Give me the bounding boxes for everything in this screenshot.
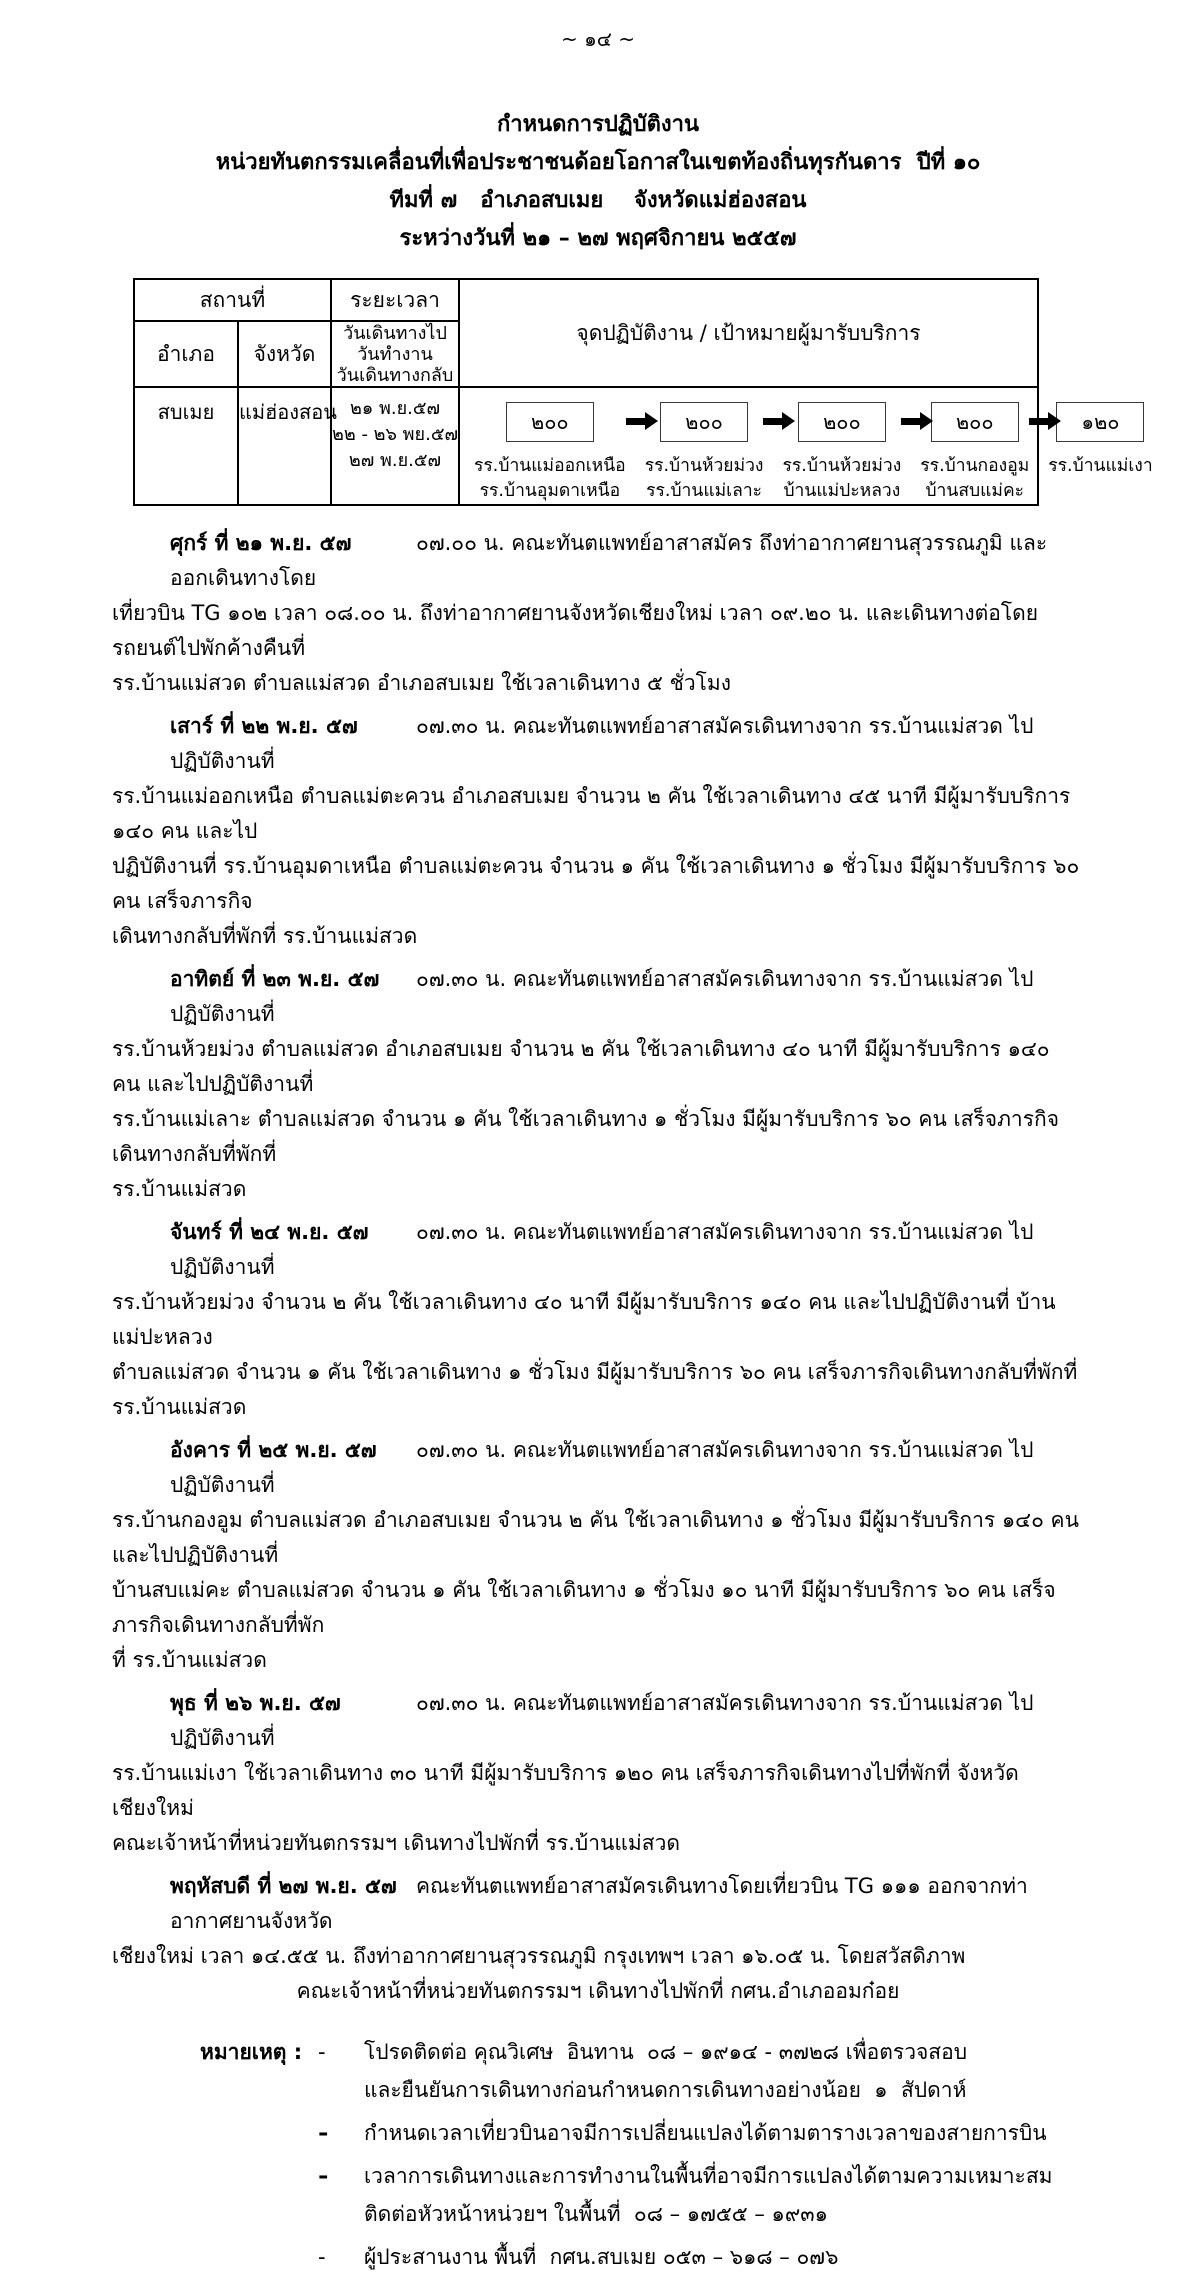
flow-stop-labels bbox=[782, 454, 901, 504]
flow-stop-label: บ้านสบแม่คะ bbox=[925, 481, 1025, 501]
document-header bbox=[112, 106, 1084, 258]
paragraph-text: ๐๗.๓๐ น. คณะทันตแพทย์อาสาสมัครเดินทางจาก รร.บ้านแม่สวด ไปปฏิบัติงานที่ bbox=[170, 967, 1034, 1026]
schedule-paragraph bbox=[112, 1686, 1084, 1861]
paragraph-line: ปฏิบัติงานที่ รร.บ้านอุมดาเหนือ ตำบลแม่ตะควน จำนวน ๑ คัน ใช้เวลาเดินทาง ๑ ชั่วโมง มีผู้มารับบริการ ๖๐ คน เสร็จภารกิจ bbox=[112, 854, 1080, 913]
flow-stop-label: บ้านแม่ปะหลวง bbox=[783, 481, 901, 501]
paragraph-text: ๐๗.๓๐ น. คณะทันตแพทย์อาสาสมัครเดินทางจาก รร.บ้านแม่สวด ไปปฏิบัติงานที่ bbox=[170, 1220, 1034, 1279]
table-header-location: สถานที่ bbox=[134, 279, 331, 321]
paragraph-line: รร.บ้านแม่สวด ตำบลแม่สวด อำเภอสบเมย ใช้เวลาเดินทาง ๕ ชั่วโมง bbox=[112, 671, 731, 695]
paragraph-text: ๐๗.๓๐ น. คณะทันตแพทย์อาสาสมัครเดินทางจาก รร.บ้านแม่สวด ไปปฏิบัติงานที่ bbox=[170, 714, 1034, 773]
flow-stop bbox=[782, 402, 901, 504]
note-line: ผู้ประสานงาน พื้นที่ กศน.สบเมย ๐๕๓ – ๖๑๘ – ๐๗๖ bbox=[364, 2245, 839, 2269]
date-line: ๒๗ พ.ย.๕๗ bbox=[348, 450, 442, 471]
table-header-duration: ระยะเวลา bbox=[331, 279, 459, 321]
date-line: ๒๒ - ๒๖ พย.๕๗ bbox=[332, 424, 458, 445]
paragraph-line-centered: คณะเจ้าหน้าที่หน่วยทันตกรรมฯ เดินทางไปพักที่ กศน.อำเภออมก๋อย bbox=[296, 1979, 900, 2003]
day-heading: จันทร์ ที่ ๒๔ พ.ย. ๕๗ bbox=[170, 1220, 369, 1244]
flow-stop bbox=[645, 402, 764, 504]
notes-label: หมายเหตุ : bbox=[200, 2040, 303, 2064]
schedule bbox=[112, 526, 1084, 2009]
flow-stop-labels bbox=[645, 454, 764, 504]
duration-subheader-line: วันทำงาน bbox=[357, 343, 433, 365]
flow-stop bbox=[920, 402, 1029, 504]
note-item bbox=[318, 2157, 1053, 2233]
paragraph-line: รร.บ้านแม่เงา ใช้เวลาเดินทาง ๓๐ นาที มีผู้มารับบริการ ๑๒๐ คน เสร็จภารกิจเดินทางไปที่พักที่ จังหวัดเชียงใหม่ bbox=[112, 1761, 1019, 1820]
schedule-paragraph bbox=[112, 526, 1084, 701]
dates-cell bbox=[331, 387, 459, 505]
paragraph-line: บ้านสบแม่คะ ตำบลแม่สวด จำนวน ๑ คัน ใช้เวลาเดินทาง ๑ ชั่วโมง ๑๐ นาที มีผู้มารับบริการ ๖๐ คน เสร็จภารกิจเดินทางกลับที่พัก bbox=[112, 1578, 1056, 1637]
day-heading: ศุกร์ ที่ ๒๑ พ.ย. ๕๗ bbox=[170, 531, 352, 555]
table-header-district: อำเภอ bbox=[134, 321, 238, 387]
duration-subheader bbox=[331, 321, 459, 387]
schedule-paragraph bbox=[112, 1869, 1084, 2009]
note-line: กำหนดเวลาเที่ยวบินอาจมีการเปลี่ยนแปลงได้ตามตารางเวลาของสายการบิน bbox=[364, 2121, 1047, 2145]
flow-stop-label: รร.บ้านห้วยม่วง bbox=[644, 456, 764, 476]
day-heading: เสาร์ ที่ ๒๒ พ.ย. ๕๗ bbox=[170, 714, 358, 738]
paragraph-line: ที่ รร.บ้านแม่สวด bbox=[112, 1648, 267, 1672]
note-line: ติดต่อหัวหน้าหน่วยฯ ในพื้นที่ ๐๘ – ๑๗๕๕ – ๑๙๓๑ bbox=[364, 2202, 828, 2226]
table-header-operation: จุดปฏิบัติงาน / เป้าหมายผู้มารับบริการ bbox=[459, 279, 1038, 387]
operation-cell bbox=[459, 387, 1153, 505]
duration-subheader-line: วันเดินทางกลับ bbox=[336, 364, 454, 386]
target-count-box: ๒๐๐ bbox=[506, 402, 594, 442]
flow-stop-labels bbox=[474, 454, 626, 504]
flow-stop bbox=[1048, 402, 1152, 479]
dash-bullet: - bbox=[318, 2121, 329, 2145]
paragraph-line: รร.บ้านห้วยม่วง ตำบลแม่สวด อำเภอสบเมย จำนวน ๒ คัน ใช้เวลาเดินทาง ๔๐ นาที มีผู้มารับบริการ ๑๔๐ คน และไปปฏิบัติงานที่ bbox=[112, 1037, 1050, 1096]
note-line: เวลาการเดินทางและการทำงานในพื้นที่อาจมีการแปลงได้ตามความเหมาะสม bbox=[364, 2164, 1053, 2188]
doc-subtitle: หน่วยทันตกรรมเคลื่อนที่เพื่อประชาชนด้อยโอกาสในเขตท้องถิ่นทุรกันดาร ปีที่ ๑๐ bbox=[215, 150, 981, 175]
district-cell: สบเมย bbox=[134, 387, 238, 505]
target-count-box: ๒๐๐ bbox=[660, 402, 748, 442]
paragraph-line: เชียงใหม่ เวลา ๑๔.๕๕ น. ถึงท่าอากาศยานสุวรรณภูมิ กรุงเทพฯ เวลา ๑๖.๐๕ น. โดยสวัสดิภาพ bbox=[112, 1944, 966, 1968]
flow-stop-labels bbox=[920, 454, 1029, 504]
paragraph-first-line bbox=[112, 962, 1084, 1032]
paragraph-text: ๐๗.๐๐ น. คณะทันตแพทย์อาสาสมัคร ถึงท่าอากาศยานสุวรรณภูมิ และออกเดินทางโดย bbox=[170, 531, 1048, 590]
paragraph-text: คณะทันตแพทย์อาสาสมัครเดินทางโดยเที่ยวบิน TG ๑๑๑ ออกจากท่าอากาศยานจังหวัด bbox=[170, 1874, 1028, 1933]
flow-stop-label: รร.บ้านแม่ออกเหนือ bbox=[474, 456, 626, 476]
day-heading: อังคาร ที่ ๒๕ พ.ย. ๕๗ bbox=[170, 1438, 377, 1462]
paragraph-line: คณะเจ้าหน้าที่หน่วยทันตกรรมฯ เดินทางไปพักที่ รร.บ้านแม่สวด bbox=[112, 1831, 680, 1855]
flow-stop bbox=[474, 402, 626, 504]
target-count-box: ๒๐๐ bbox=[798, 402, 886, 442]
duration-subheader-line: วันเดินทางไป bbox=[343, 322, 447, 344]
paragraph-first-line bbox=[112, 526, 1084, 596]
paragraph-line: เดินทางกลับที่พักที่ รร.บ้านแม่สวด bbox=[112, 924, 418, 948]
dash-bullet: - bbox=[318, 2245, 326, 2269]
dash-bullet: - bbox=[318, 2164, 329, 2188]
paragraph-text: ๐๗.๓๐ น. คณะทันตแพทย์อาสาสมัครเดินทางจาก รร.บ้านแม่สวด ไปปฏิบัติงานที่ bbox=[170, 1691, 1034, 1750]
note-lines bbox=[364, 2114, 1047, 2152]
note-item bbox=[318, 2238, 1053, 2276]
paragraph-line: รร.บ้านแม่เลาะ ตำบลแม่สวด จำนวน ๑ คัน ใช้เวลาเดินทาง ๑ ชั่วโมง มีผู้มารับบริการ ๖๐ คน เสร็จภารกิจเดินทางกลับที่พักที่ bbox=[112, 1107, 1060, 1166]
note-item bbox=[318, 2114, 1053, 2152]
flow-stop-label: รร.บ้านกองอูม bbox=[920, 456, 1030, 476]
target-count-box: ๒๐๐ bbox=[931, 402, 1019, 442]
paragraph-first-line bbox=[112, 1215, 1084, 1285]
note-line: และยืนยันการเดินทางก่อนกำหนดการเดินทางอย่างน้อย ๑ สัปดาห์ bbox=[364, 2078, 967, 2102]
flow-chart bbox=[460, 396, 1153, 504]
doc-title: กำหนดการปฏิบัติงาน bbox=[496, 112, 700, 137]
schedule-table bbox=[133, 278, 1153, 506]
paragraph-line: รร.บ้านกองอูม ตำบลแม่สวด อำเภอสบเมย จำนวน ๒ คัน ใช้เวลาเดินทาง ๑ ชั่วโมง มีผู้มารับบริการ ๑๔๐ คน และไปปฏิบัติงานที่ bbox=[112, 1508, 1079, 1567]
date-line: ๒๑ พ.ย.๕๗ bbox=[349, 398, 441, 419]
schedule-paragraph bbox=[112, 1215, 1084, 1425]
paragraph-first-line bbox=[112, 1433, 1084, 1503]
target-count-box: ๑๒๐ bbox=[1056, 402, 1144, 442]
dash-bullet: - bbox=[318, 2040, 326, 2064]
arrow-right-icon bbox=[763, 418, 782, 425]
paragraph-line: รร.บ้านแม่สวด bbox=[112, 1177, 247, 1201]
paragraph-text: ๐๗.๓๐ น. คณะทันตแพทย์อาสาสมัครเดินทางจาก รร.บ้านแม่สวด ไปปฏิบัติงานที่ bbox=[170, 1438, 1034, 1497]
doc-team-line: ทีมที่ ๗ อำเภอสบเมย จังหวัดแม่ฮ่องสอน bbox=[389, 188, 807, 213]
page-number: ~ ๑๔ ~ bbox=[560, 27, 636, 51]
flow-stop-labels bbox=[1048, 454, 1152, 479]
day-heading: พุธ ที่ ๒๖ พ.ย. ๕๗ bbox=[170, 1691, 341, 1715]
paragraph-first-line bbox=[112, 1686, 1084, 1756]
schedule-paragraph bbox=[112, 709, 1084, 954]
note-lines bbox=[364, 2157, 1053, 2233]
note-lines bbox=[364, 2238, 838, 2276]
table-header-province: จังหวัด bbox=[238, 321, 331, 387]
flow-stop-label: รร.บ้านแม่เงา bbox=[1048, 456, 1153, 476]
paragraph-line: ตำบลแม่สวด จำนวน ๑ คัน ใช้เวลาเดินทาง ๑ ชั่วโมง มีผู้มารับบริการ ๖๐ คน เสร็จภารกิจเดินทางกลับที่พักที่ รร.บ้านแม่สวด bbox=[112, 1360, 1078, 1419]
schedule-paragraph bbox=[112, 962, 1084, 1207]
note-line: โปรดติดต่อ คุณวิเศษ อินทาน ๐๘ – ๑๙๑๔ - ๓๗๒๘ เพื่อตรวจสอบ bbox=[364, 2040, 968, 2064]
notes-items bbox=[318, 2033, 1053, 2281]
paragraph-first-line bbox=[112, 709, 1084, 779]
paragraph-line: เที่ยวบิน TG ๑๐๒ เวลา ๐๘.๐๐ น. ถึงท่าอากาศยานจังหวัดเชียงใหม่ เวลา ๐๙.๒๐ น. และเดินทางต่อโดยรถยนต์ไปพักค้างคืนที่ bbox=[112, 601, 1039, 660]
notes bbox=[112, 2033, 1084, 2281]
arrow-right-icon bbox=[901, 418, 920, 425]
day-heading: พฤหัสบดี ที่ ๒๗ พ.ย. ๕๗ bbox=[170, 1874, 397, 1898]
day-heading: อาทิตย์ ที่ ๒๓ พ.ย. ๕๗ bbox=[170, 967, 380, 991]
arrow-right-icon bbox=[626, 418, 645, 425]
doc-date-range: ระหว่างวันที่ ๒๑ – ๒๗ พฤศจิกายน ๒๕๕๗ bbox=[399, 226, 797, 251]
schedule-paragraph bbox=[112, 1433, 1084, 1678]
arrow-right-icon bbox=[1029, 418, 1048, 425]
paragraph-first-line bbox=[112, 1869, 1084, 1939]
paragraph-line: รร.บ้านแม่ออกเหนือ ตำบลแม่ตะควน อำเภอสบเมย จำนวน ๒ คัน ใช้เวลาเดินทาง ๔๕ นาที มีผู้มารับบริการ ๑๔๐ คน และไป bbox=[112, 784, 1071, 843]
paragraph-line: รร.บ้านห้วยม่วง จำนวน ๒ คัน ใช้เวลาเดินทาง ๔๐ นาที มีผู้มารับบริการ ๑๔๐ คน และไปปฏิบัติงานที่ บ้านแม่ปะหลวง bbox=[112, 1290, 1056, 1349]
flow-stop-label: รร.บ้านอุมดาเหนือ bbox=[479, 481, 621, 501]
flow-stop-label: รร.บ้านห้วยม่วง bbox=[782, 456, 902, 476]
province-cell: แม่ฮ่องสอน bbox=[238, 387, 331, 505]
note-item bbox=[318, 2033, 1053, 2109]
flow-stop-label: รร.บ้านแม่เลาะ bbox=[646, 481, 763, 501]
note-lines bbox=[364, 2033, 967, 2109]
